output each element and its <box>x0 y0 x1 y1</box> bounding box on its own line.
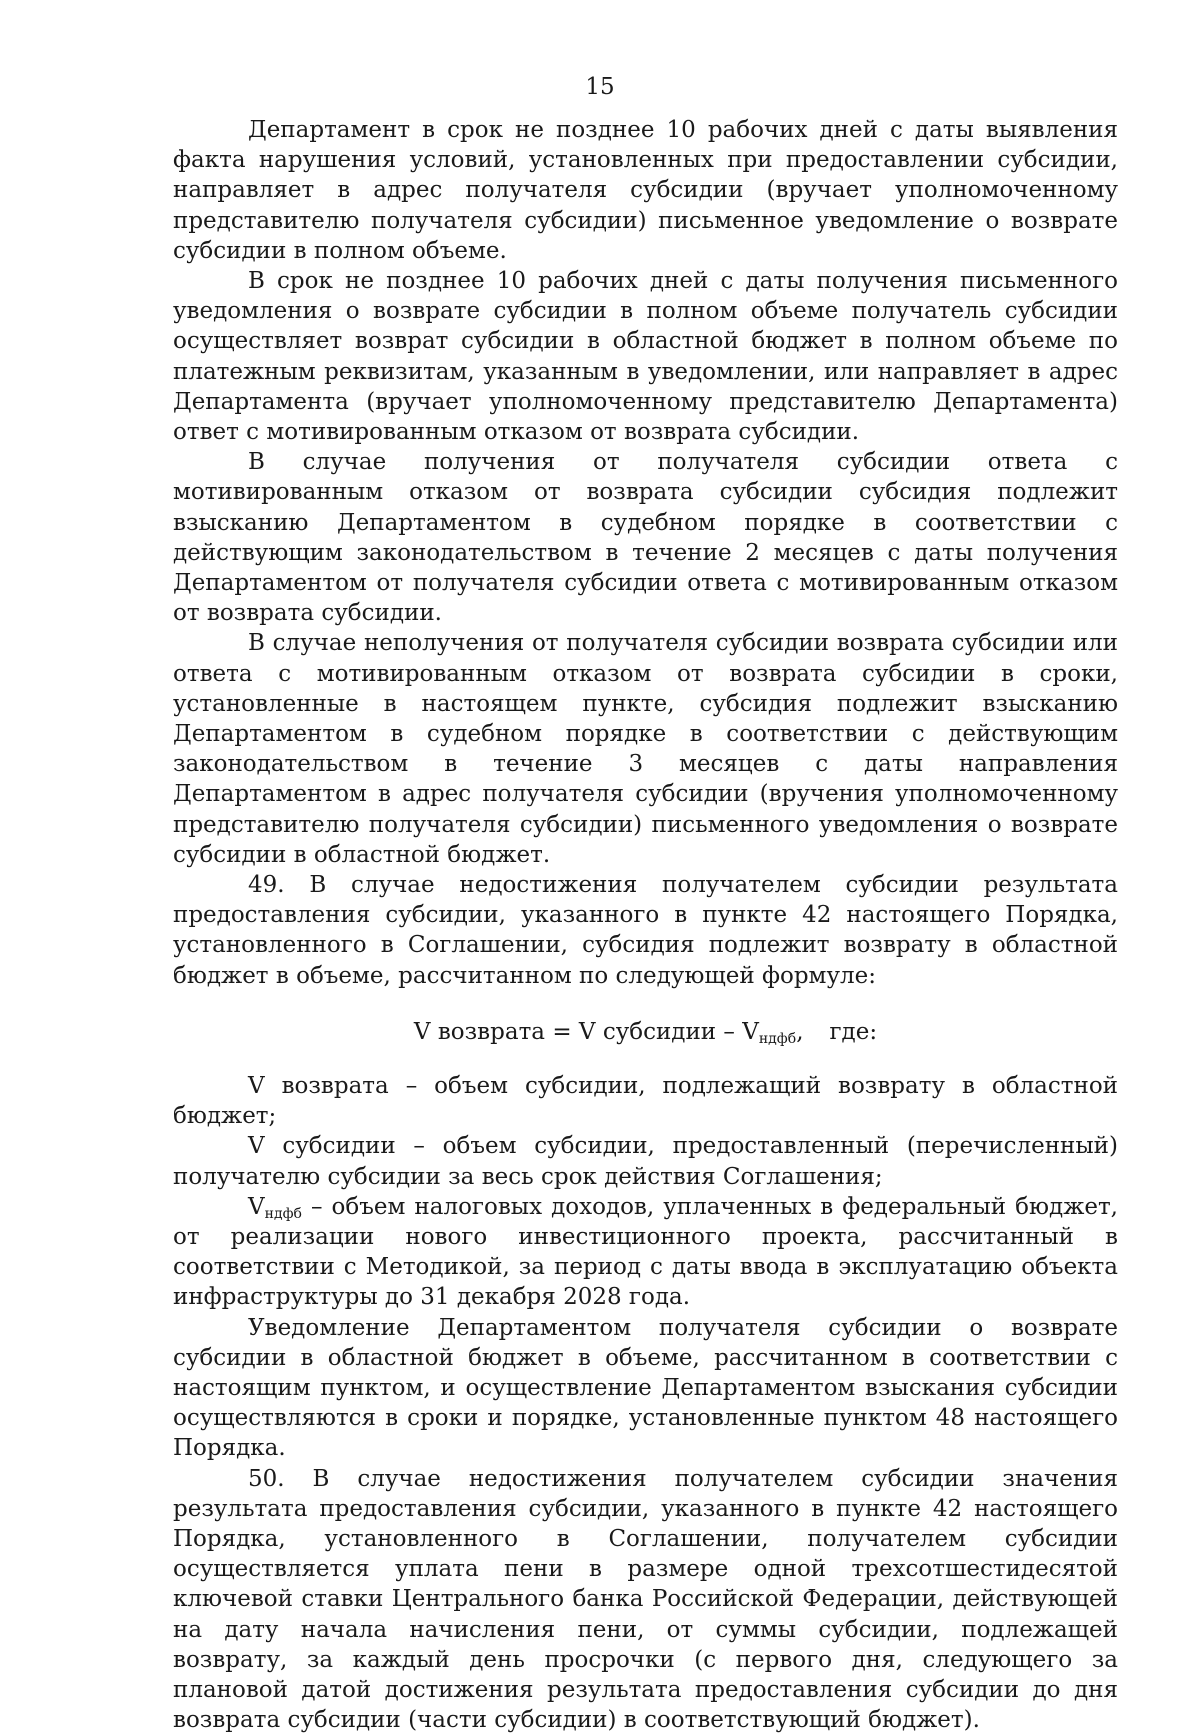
formula-expression: V возврата = V субсидии – V <box>413 1018 759 1045</box>
formula-comma: , <box>796 1018 804 1045</box>
paragraph: Департамент в срок не позднее 10 рабочих дней с даты выявления факта нарушения условий, установленных при предоставлении субсидии, направляет в адрес получателя субсидии (вручает уполномоченному представителю получателя субсидии) письменное уведомление о возврате субсидии в полном объеме. <box>173 117 1118 264</box>
definition-v-subsidy: V субсидии – объем субсидии, предоставленный (перечисленный) получателю субсидии за весь срок действия Соглашения; <box>173 1133 1118 1190</box>
paragraph-49: 49. В случае недостижения получателем субсидии результата предоставления субсидии, указанного в пункте 42 настоящего Порядка, установленного в Соглашении, субсидия подлежит возврату в областной бюджет в объеме, рассчитанном по следующей формуле: <box>173 872 1118 989</box>
paragraph: В случае неполучения от получателя субсидии возврата субсидии или ответа с мотивированным отказом от возврата субсидии в сроки, установленные в настоящем пункте, субсидия подлежит взысканию Департаментом в судебном порядке в соответствии с действующим законодательством в течение 3 месяцев с даты направления Департаментом в адрес получателя субсидии (вручения уполномоченному представителю получателя субсидии) письменного уведомления о возврате субсидии в областной бюджет. <box>173 630 1118 868</box>
definition-v-return: V возврата – объем субсидии, подлежащий возврату в областной бюджет; <box>173 1072 1118 1130</box>
paragraph: В срок не позднее 10 рабочих дней с даты получения письменного уведомления о возврате субсидии в полном объеме получатель субсидии осуществляет возврат субсидии в областной бюджет в полном объеме по платежным реквизитам, указанным в уведомлении, или направляет в адрес Департамента (вручает уполномоченному представителю Департамента) ответ с мотивированным отказом от возврата субсидии. <box>173 268 1118 446</box>
definition-symbol: V <box>248 1193 265 1220</box>
definition-text: – объем налоговых доходов, уплаченных в федеральный бюджет, от реализации нового инвестиционного проекта, рассчитанный в соответствии с Методикой, за период с даты ввода в эксплуатацию объекта инфраструктуры до 31 декабря 2028 года. <box>173 1193 1118 1311</box>
paragraph-50: 50. В случае недостижения получателем субсидии значения результата предоставления субсидии, указанного в пункте 42 настоящего Порядка, установленного в Соглашении, получателем субсидии осуществляется уплата пени в размере одной трехсотшестидесятой ключевой ставки Центрального банка Российской Федерации, действующей на дату начала начисления пени, от суммы субсидии, подлежащей возврату, за каждый день просрочки (с первого дня, следующего за плановой датой достижения результата предоставления субсидии до дня возврата субсидии (части субсидии) в соответствующий бюджет). <box>173 1465 1118 1734</box>
paragraph: В случае получения от получателя субсидии ответа с мотивированным отказом от возврата субсидии субсидия подлежит взысканию Департаментом в судебном порядке в соответствии с действующим законодательством в течение 2 месяцев с даты получения Департаментом от получателя субсидии ответа с мотивированным отказом от возврата субсидии. <box>173 449 1118 627</box>
paragraph: Уведомление Департаментом получателя субсидии о возврате субсидии в областной бюджет в объеме, рассчитанном в соответствии с настоящим пунктом, и осуществление Департаментом взыскания субсидии осуществляются в сроки и порядке, установленные пунктом 48 настоящего Порядка. <box>173 1314 1118 1462</box>
formula-subscript: ндфб <box>758 1030 797 1047</box>
definition-subscript: ндфб <box>264 1205 302 1222</box>
definition-v-ndfb <box>173 1192 1118 1313</box>
formula-where: где: <box>829 1018 878 1045</box>
return-formula <box>173 1017 1118 1047</box>
document-body <box>173 115 1118 1735</box>
page-number: 15 <box>585 74 615 100</box>
